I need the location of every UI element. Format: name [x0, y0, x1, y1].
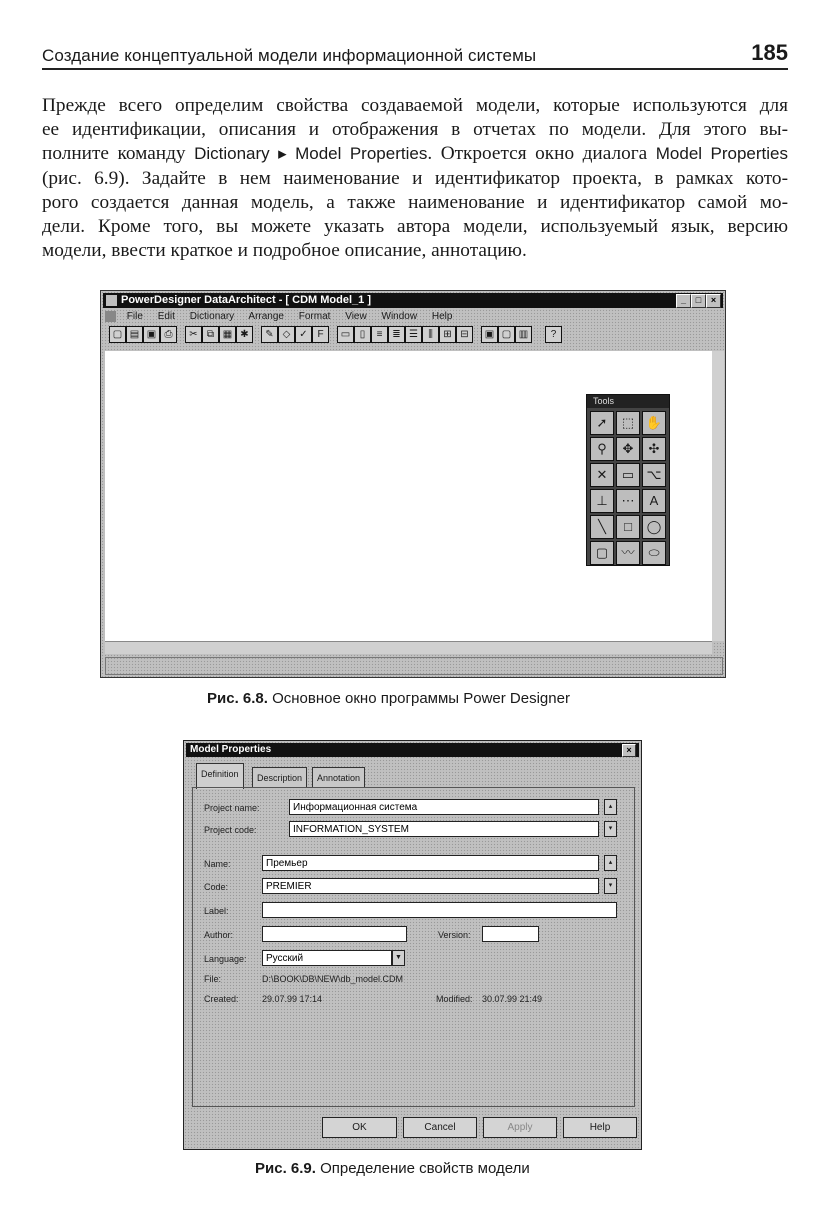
format-icon[interactable]: F — [312, 326, 329, 343]
code-field[interactable]: PREMIER — [262, 878, 599, 894]
print-icon[interactable]: ⎙ — [160, 326, 177, 343]
menu-file[interactable]: File — [126, 311, 143, 322]
new-icon[interactable]: ▢ — [109, 326, 126, 343]
palette-title: Tools — [587, 395, 669, 408]
project-name-field[interactable]: Информационная система — [289, 799, 599, 815]
zoom-out-icon[interactable]: ✣ — [642, 437, 666, 461]
link-tool-icon[interactable]: ⋯ — [616, 489, 640, 513]
toolbar — [105, 326, 721, 346]
horizontal-scrollbar[interactable] — [105, 641, 712, 654]
name-field[interactable]: Премьер — [262, 855, 599, 871]
body-paragraph — [42, 94, 788, 263]
figure-caption — [207, 690, 570, 707]
page-header — [42, 40, 788, 70]
align-left-icon[interactable]: ≡ — [371, 326, 388, 343]
project-code-field[interactable]: INFORMATION_SYSTEM — [289, 821, 599, 837]
cancel-button[interactable]: Cancel — [403, 1117, 477, 1138]
help-icon[interactable]: ? — [545, 326, 562, 343]
view-icon[interactable]: ▣ — [481, 326, 498, 343]
menu-arrange[interactable]: Arrange — [248, 311, 284, 322]
window-titlebar — [103, 293, 723, 308]
caption-text: Определение свойств модели — [320, 1160, 530, 1177]
text-tool-icon[interactable]: A — [642, 489, 666, 513]
paragraph-line: Прежде всего определим свойства создаваемой модели, которые используются для — [42, 95, 788, 116]
check-model-icon[interactable]: ✓ — [295, 326, 312, 343]
delete-tool-icon[interactable]: ✕ — [590, 463, 614, 487]
project-code-label: Project code: — [204, 825, 257, 835]
entity-icon[interactable]: ▯ — [354, 326, 371, 343]
paragraph-line: (рис. 6.9). Задайте в нем наименование и идентификатор проекта, в рамках кото- — [42, 167, 788, 189]
close-icon[interactable]: × — [622, 744, 636, 757]
header-title: Создание концептуальной модели информационной системы — [42, 46, 537, 65]
menu-help[interactable]: Help — [431, 311, 453, 322]
help-button[interactable]: Help — [563, 1117, 637, 1138]
label-field[interactable] — [262, 902, 617, 918]
window-title: PowerDesigner DataArchitect - [ CDM Model_1 ] — [121, 294, 371, 306]
document-icon — [105, 311, 116, 322]
created-value: 29.07.99 17:14 — [262, 994, 323, 1004]
modified-label: Modified: — [436, 994, 473, 1004]
version-field[interactable] — [482, 926, 539, 942]
caption-number: Рис. 6.9. — [255, 1160, 316, 1177]
align-right-icon[interactable]: ☰ — [405, 326, 422, 343]
ok-button[interactable]: OK — [322, 1117, 397, 1138]
paragraph-line: рого создается данная модель, а также наименование и идентификатор самой мо- — [42, 191, 788, 213]
polyline-tool-icon[interactable]: 〰 — [616, 541, 640, 565]
scroll-up-icon[interactable]: ▴ — [604, 855, 617, 871]
minimize-icon[interactable]: _ — [676, 294, 691, 308]
paragraph-line: полните команду Dictionary ▸ Model Properties. Откроется окно диалога Model Properties — [42, 143, 788, 165]
menu-window[interactable]: Window — [381, 311, 418, 322]
table-icon[interactable]: ▭ — [337, 326, 354, 343]
paragraph-line: модели, ввести краткое и подробное описание, аннотацию. — [42, 240, 527, 262]
rectangle-tool-icon[interactable]: □ — [616, 515, 640, 539]
zoom-all-icon[interactable]: ▥ — [515, 326, 532, 343]
tab-definition[interactable]: Definition — [196, 763, 244, 789]
delete-icon[interactable]: ✱ — [236, 326, 253, 343]
created-label: Created: — [204, 994, 239, 1004]
author-field[interactable] — [262, 926, 407, 942]
author-label: Author: — [204, 930, 234, 940]
hand-icon[interactable]: ✋ — [642, 411, 666, 435]
language-label: Language: — [204, 954, 247, 964]
tab-annotation[interactable]: Annotation — [312, 767, 365, 788]
version-label: Version: — [438, 930, 471, 940]
model-properties-dialog — [183, 740, 642, 1150]
zoom-page-icon[interactable]: ▢ — [498, 326, 515, 343]
group-icon[interactable]: ⊞ — [439, 326, 456, 343]
code-label: Code: — [204, 882, 229, 892]
relationship-tool-icon[interactable]: ⌥ — [642, 463, 666, 487]
scroll-up-icon[interactable]: ▴ — [604, 799, 617, 815]
pencil-icon[interactable]: ✎ — [261, 326, 278, 343]
inheritance-tool-icon[interactable]: ⊥ — [590, 489, 614, 513]
zoom-icon[interactable]: ⚲ — [590, 437, 614, 461]
open-icon[interactable]: ▤ — [126, 326, 143, 343]
modified-value: 30.07.99 21:49 — [482, 994, 543, 1004]
project-name-label: Project name: — [204, 803, 260, 813]
dialog-name: Model Properties — [655, 144, 788, 164]
chevron-down-icon[interactable]: ▼ — [392, 950, 405, 966]
zoom-in-icon[interactable]: ✥ — [616, 437, 640, 461]
apply-button[interactable]: Apply — [483, 1117, 557, 1138]
pointer-icon[interactable]: ➚ — [590, 411, 614, 435]
tab-description[interactable]: Description — [252, 767, 307, 788]
lasso-icon[interactable]: ⬚ — [616, 411, 640, 435]
vertical-scrollbar[interactable] — [712, 351, 724, 641]
status-bar — [105, 657, 723, 675]
page-number: 185 — [751, 40, 788, 65]
menu-edit[interactable]: Edit — [157, 311, 175, 322]
scroll-down-icon[interactable]: ▾ — [604, 878, 617, 894]
file-path: D:\BOOK\DB\NEW\db_model.CDM — [262, 974, 404, 984]
app-icon — [106, 295, 117, 306]
polygon-tool-icon[interactable]: ⬭ — [642, 541, 666, 565]
file-label: File: — [204, 974, 222, 984]
rounded-rect-tool-icon[interactable]: ▢ — [590, 541, 614, 565]
save-icon[interactable]: ▣ — [143, 326, 160, 343]
ungroup-icon[interactable]: ⊟ — [456, 326, 473, 343]
figure-caption — [255, 1160, 530, 1177]
caption-text: Основное окно программы Power Designer — [272, 690, 570, 707]
scroll-down-icon[interactable]: ▾ — [604, 821, 617, 837]
line-tool-icon[interactable]: ╲ — [590, 515, 614, 539]
dialog-title: Model Properties — [190, 744, 272, 755]
cut-icon[interactable]: ✂ — [185, 326, 202, 343]
align-center-icon[interactable]: ≣ — [388, 326, 405, 343]
menu-dictionary[interactable]: Dictionary — [189, 311, 235, 322]
distribute-icon[interactable]: ⫼ — [422, 326, 439, 343]
menu-bar — [103, 309, 723, 324]
label-label: Label: — [204, 906, 229, 916]
maximize-icon[interactable]: □ — [691, 294, 706, 308]
ellipse-tool-icon[interactable]: ◯ — [642, 515, 666, 539]
close-icon[interactable]: × — [706, 294, 721, 308]
paragraph-line: ее идентификации, описания и отображения в отчетах по модели. Для этого вы- — [42, 119, 788, 141]
menu-command: Dictionary ▸ Model Properties — [194, 144, 428, 164]
paste-icon[interactable]: ▦ — [219, 326, 236, 343]
dialog-titlebar — [186, 743, 639, 757]
menu-format[interactable]: Format — [298, 311, 331, 322]
caption-number: Рис. 6.8. — [207, 690, 268, 707]
entity-tool-icon[interactable]: ▭ — [616, 463, 640, 487]
name-label: Name: — [204, 859, 231, 869]
check-icon[interactable]: ◇ — [278, 326, 295, 343]
language-select[interactable]: Русский — [262, 950, 392, 966]
paragraph-line: дели. Кроме того, вы можете указать автора модели, используемый язык, версию — [42, 216, 788, 238]
copy-icon[interactable]: ⧉ — [202, 326, 219, 343]
menu-view[interactable]: View — [345, 311, 367, 322]
tool-palette — [586, 394, 670, 566]
